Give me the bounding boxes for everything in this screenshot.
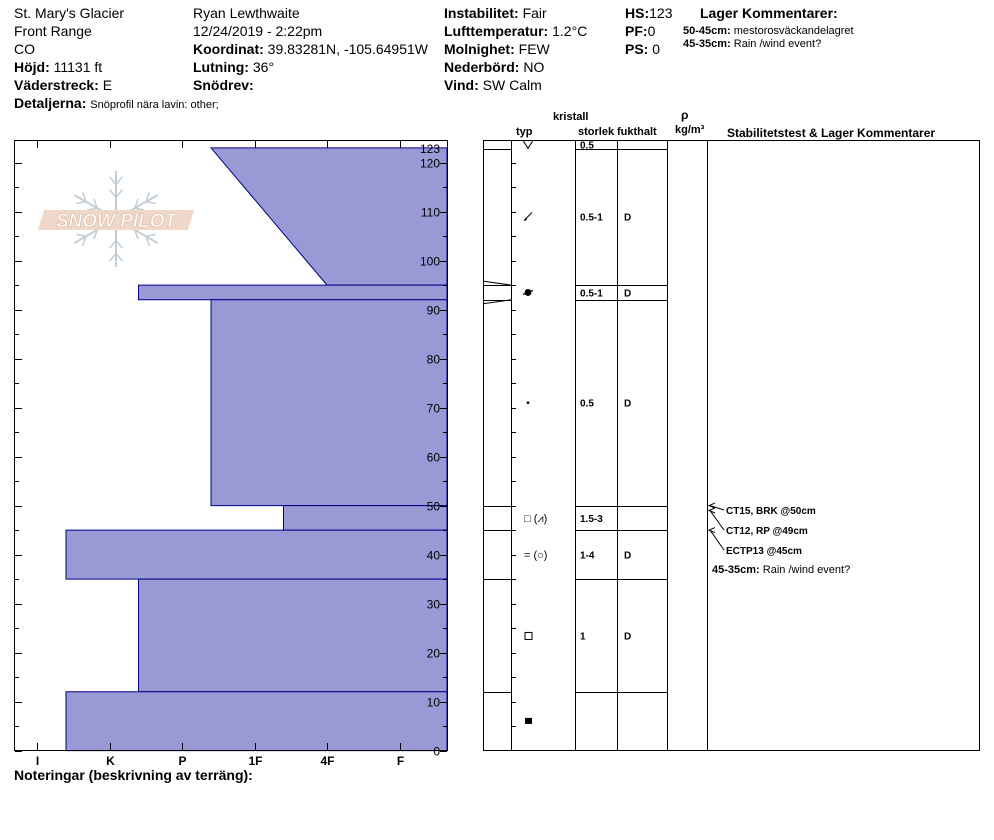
grain-symbols: = (○) <box>524 549 548 562</box>
ski-penetration-value: 0 <box>652 41 661 57</box>
snow-height-label: HS: <box>625 5 650 21</box>
layer-moisture: D <box>624 288 632 300</box>
hardness-bar <box>284 506 448 530</box>
stability-test-arrow <box>709 508 715 513</box>
hardness-bar <box>211 300 447 506</box>
details-value: Snöprofil nära lavin: other; <box>90 99 219 111</box>
layer-comment-text: Rain /wind event? <box>733 38 822 50</box>
layer-size: 1 <box>580 631 586 643</box>
slope-label: Lutning: <box>193 59 249 75</box>
details-label: Detaljerna: <box>14 95 87 111</box>
instability-value: Fair <box>522 5 547 21</box>
location-name: St. Mary's Glacier <box>14 5 125 21</box>
stability-test-label: ECTP13 @45cm <box>726 546 802 557</box>
size-header: storlek <box>578 126 615 138</box>
layer-size: 1.5-3 <box>580 513 603 525</box>
stability-comment-text: Rain /wind event? <box>762 564 851 576</box>
stability-test-arrow <box>709 503 715 508</box>
sky-cover-value: FEW <box>518 41 550 57</box>
snowflake-branch <box>146 235 156 237</box>
sky-cover-label: Molnighet: <box>444 41 515 57</box>
drift-label: Snödrev: <box>193 77 254 93</box>
ski-penetration-label: PS: <box>625 41 649 57</box>
layer-size: 0.5 <box>580 140 594 152</box>
stability-test-leader <box>710 530 724 550</box>
depth-tick-label: 100 <box>419 254 440 269</box>
depth-tick-label: 123 <box>419 141 440 156</box>
stability-comment-range: 45-35cm: <box>712 564 760 576</box>
slope-value: 36° <box>252 59 275 75</box>
foot-penetration-value: 0 <box>647 23 656 39</box>
stability-test-label: CT12, RP @49cm <box>726 526 808 537</box>
coordinates-value: 39.83281N, -105.64951W <box>267 41 428 57</box>
snowflake-branch <box>146 202 156 204</box>
depth-tick-label: 0 <box>433 744 440 759</box>
foot-penetration-label: PF: <box>625 23 648 39</box>
hardness-bar <box>66 530 447 579</box>
layer-moisture: D <box>624 398 632 410</box>
state: CO <box>14 41 35 57</box>
layer-connector <box>483 281 511 285</box>
hardness-tick-label: I <box>35 754 40 768</box>
hardness-bar <box>139 285 448 300</box>
snowflake-branch <box>135 208 145 210</box>
density-symbol: ρ <box>681 108 689 122</box>
stability-header: Stabilitetstest & Lager Kommentarer <box>727 126 936 140</box>
depth-tick-label: 50 <box>426 499 440 514</box>
aspect-value: E <box>102 77 113 93</box>
layer-moisture: D <box>624 550 632 562</box>
snowflake-branch <box>76 235 86 237</box>
precipitation-label: Nederbörd: <box>444 59 520 75</box>
hardness-tick-label: 4F <box>320 754 335 768</box>
air-temperature-value: 1.2°C <box>552 23 588 39</box>
wind-label: Vind: <box>444 77 479 93</box>
layer-comment-range: 45-35cm: <box>683 38 731 50</box>
datetime: 12/24/2019 - 2:22pm <box>193 23 323 39</box>
hardness-tick-label: F <box>396 754 405 768</box>
layer-comment-text: mestorosväckandelagret <box>733 25 854 37</box>
ice-crust-icon <box>525 718 532 724</box>
depth-tick-label: 30 <box>426 597 440 612</box>
depth-tick-label: 10 <box>426 695 440 710</box>
surface-hoar-icon <box>523 140 533 148</box>
depth-tick-label: 70 <box>426 401 440 416</box>
elevation-value: 11131 ft <box>53 59 103 75</box>
layer-moisture: D <box>624 212 632 224</box>
snow-height-value: 123 <box>649 5 673 21</box>
density-unit: kg/m³ <box>675 124 705 136</box>
layer-size: 0.5 <box>580 398 594 410</box>
elevation-label: Höjd: <box>14 59 50 75</box>
logo-text: SNOW PILOT <box>55 211 177 232</box>
notes-label: Noteringar (beskrivning av terräng): <box>14 767 253 783</box>
depth-tick-label: 20 <box>426 646 440 661</box>
observer: Ryan Lewthwaite <box>193 5 300 21</box>
depth-tick-label: 60 <box>426 450 440 465</box>
moisture-header: fukthalt <box>617 126 657 138</box>
layer-comments-title: Lager Kommentarer: <box>700 5 838 21</box>
depth-tick-label: 80 <box>426 352 440 367</box>
layer-table-frame <box>484 141 980 751</box>
hardness-tick-label: 1F <box>248 754 263 768</box>
wind-value: SW Calm <box>482 77 542 93</box>
aspect-label: Väderstreck: <box>14 77 99 93</box>
instability-label: Instabilitet: <box>444 5 519 21</box>
stability-test-leader <box>710 511 724 531</box>
depth-tick-label: 40 <box>426 548 440 563</box>
coordinates-label: Koordinat: <box>193 41 264 57</box>
layer-size: 0.5-1 <box>580 288 603 300</box>
mountain-range: Front Range <box>14 23 92 39</box>
hardness-tick-label: K <box>106 754 115 768</box>
layer-size: 1-4 <box>580 550 595 562</box>
rounded-grain-icon <box>527 401 530 404</box>
stability-test-label: CT15, BRK @50cm <box>726 506 816 517</box>
snowflake-branch <box>87 208 97 210</box>
grain-symbols: □ (⩘) <box>524 512 548 525</box>
layer-size: 0.5-1 <box>580 212 603 224</box>
crystal-header: kristall <box>553 111 589 123</box>
snowflake-branch <box>76 202 86 204</box>
type-header: typ <box>516 126 533 138</box>
stability-test-arrow <box>709 528 715 533</box>
hardness-tick-label: P <box>178 754 187 768</box>
hardness-bar <box>211 148 447 285</box>
depth-tick-label: 120 <box>419 156 440 171</box>
precipitation-value: NO <box>523 59 545 75</box>
faceted-icon <box>525 632 532 639</box>
hardness-bar <box>66 692 447 751</box>
decomposing-fragments-icon <box>524 213 532 221</box>
depth-tick-label: 90 <box>426 303 440 318</box>
layer-moisture: D <box>624 631 632 643</box>
hardness-bar <box>139 579 448 692</box>
air-temperature-label: Lufttemperatur: <box>444 23 549 39</box>
layer-comment-range: 50-45cm: <box>683 25 731 37</box>
depth-tick-label: 110 <box>420 205 440 220</box>
